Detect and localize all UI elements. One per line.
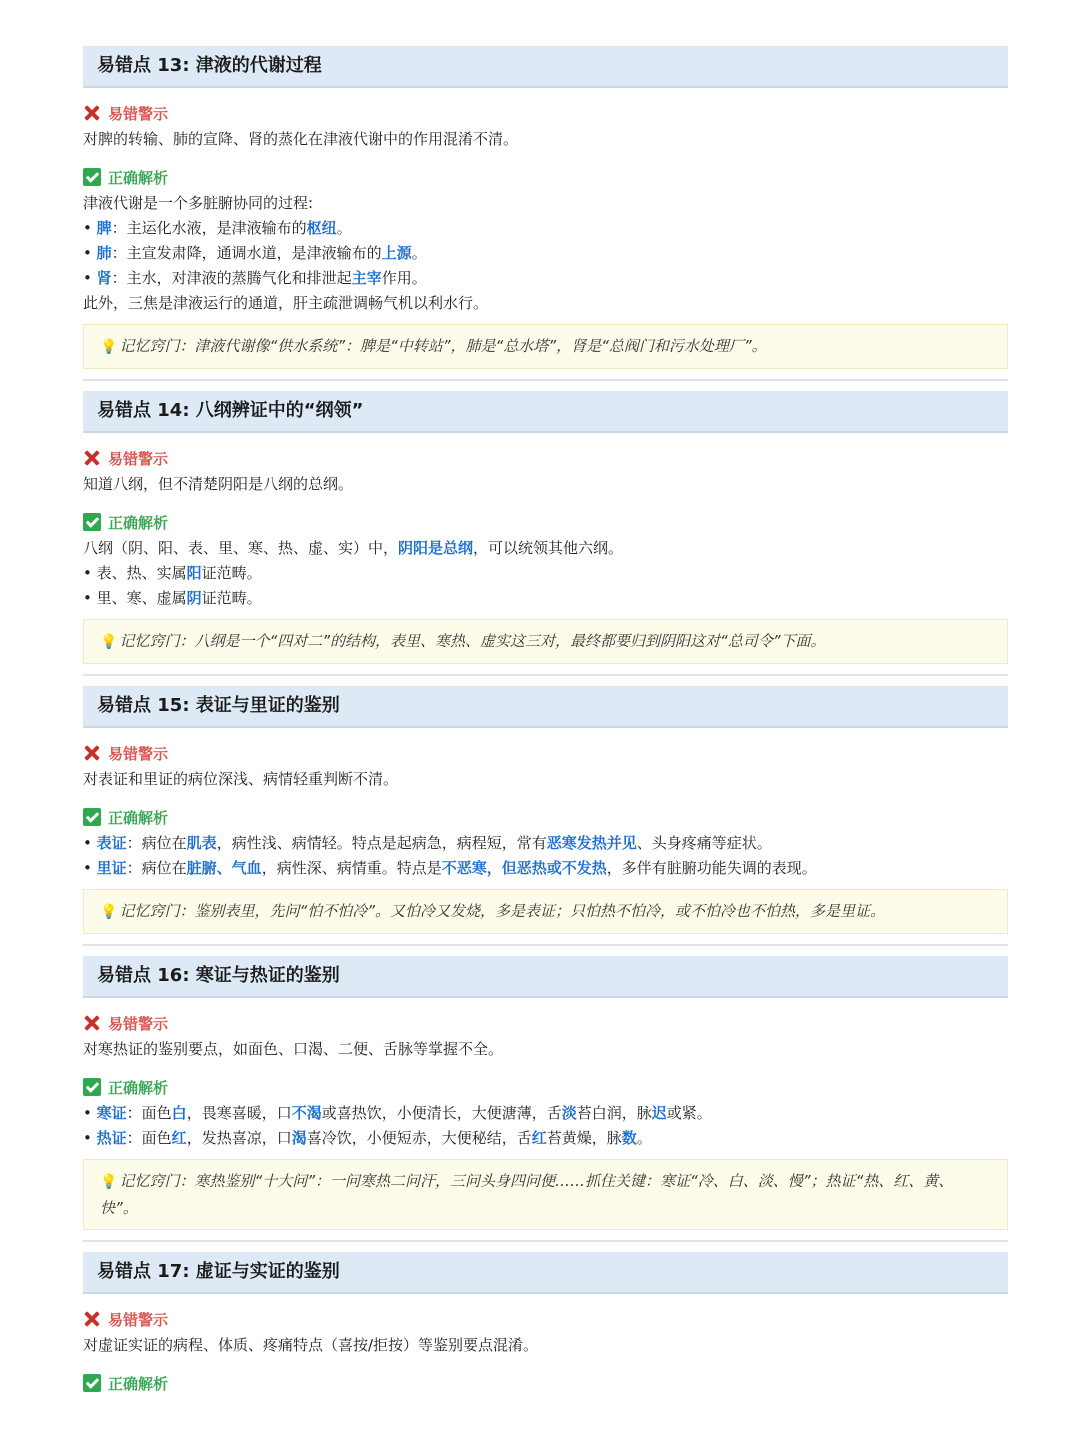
text-run: ，可以统领其他六纲。 — [473, 539, 624, 557]
analysis-bullet — [83, 856, 1008, 881]
highlight-term: 红 — [171, 1129, 187, 1147]
correct-label-text: 正确解析 — [108, 1374, 169, 1393]
text-run: 主运化水液，是津液输布的 — [126, 219, 307, 237]
section-divider — [83, 379, 1008, 381]
lightbulb-icon: 💡 — [100, 1174, 118, 1190]
bullet-separator: ： — [126, 834, 142, 852]
analysis-bullet — [83, 831, 1008, 856]
text-run: 或紧。 — [666, 1104, 712, 1122]
correct-label-text: 正确解析 — [108, 808, 169, 827]
bullet-key: 肾 — [96, 269, 112, 287]
warning-label-text: 易错警示 — [108, 1014, 169, 1033]
text-run: ，病性浅、病情轻。特点是起病急，病程短，常有 — [216, 834, 547, 852]
highlight-term: 肌表 — [186, 834, 217, 852]
section-title: 易错点 16: 寒证与热证的鉴别 — [83, 956, 1008, 998]
analysis-bullet — [83, 1126, 1008, 1151]
highlight-term: 数 — [621, 1129, 637, 1147]
check-icon — [83, 808, 101, 826]
warning-label — [83, 1012, 1008, 1034]
highlight-term: 不渴 — [291, 1104, 322, 1122]
highlight-term: 淡 — [561, 1104, 577, 1122]
text-run: 。 — [411, 244, 427, 262]
cross-icon — [83, 1310, 101, 1328]
lightbulb-icon: 💡 — [100, 634, 118, 650]
bullet-key: 肺 — [96, 244, 112, 262]
check-icon — [83, 1078, 101, 1096]
text-run: 或喜热饮，小便清长，大便溏薄，舌 — [321, 1104, 562, 1122]
text-run: 主水，对津液的蒸腾气化和排泄起 — [126, 269, 352, 287]
warning-label — [83, 742, 1008, 764]
highlight-term: 迟 — [651, 1104, 667, 1122]
correct-label — [83, 806, 1008, 828]
memory-tip-text: 记忆窍门：八纲是一个“四对二”的结构，表里、寒热、虚实这三对，最终都要归到阴阳这对“总司令”下面。 — [119, 632, 826, 650]
text-run: 主宣发肃降，通调水道，是津液输布的 — [126, 244, 382, 262]
check-icon — [83, 168, 101, 186]
highlight-term: 恶寒发热并见 — [546, 834, 637, 852]
highlight-term: 阴 — [186, 589, 202, 607]
text-run: 表、热、实属 — [96, 564, 187, 582]
lightbulb-icon: 💡 — [100, 339, 118, 355]
highlight-term: 红 — [531, 1129, 547, 1147]
error-point-section — [83, 1252, 1008, 1394]
bullet-key: 表证 — [96, 834, 127, 852]
bullet-separator: ： — [111, 269, 127, 287]
section-divider — [83, 674, 1008, 676]
text-run: ，多伴有脏腑功能失调的表现。 — [606, 859, 817, 877]
correct-label — [83, 1076, 1008, 1098]
highlight-term: 阳 — [186, 564, 202, 582]
warning-text: 对表证和里证的病位深浅、病情轻重判断不清。 — [83, 770, 399, 788]
text-run: 苔黄燥，脉 — [546, 1129, 622, 1147]
warning-label — [83, 102, 1008, 124]
section-title: 易错点 15: 表证与里证的鉴别 — [83, 686, 1008, 728]
text-run: ，病性深、病情重。特点是 — [261, 859, 442, 877]
bullet-separator: ： — [126, 1129, 142, 1147]
analysis-bullet — [83, 216, 1008, 241]
analysis-bullet — [83, 586, 1008, 611]
highlight-term: 渴 — [291, 1129, 307, 1147]
bullet-key: 里证 — [96, 859, 127, 877]
check-icon — [83, 513, 101, 531]
analysis-intro — [83, 536, 1008, 561]
warning-label-text: 易错警示 — [108, 104, 169, 123]
correct-label-text: 正确解析 — [108, 513, 169, 532]
section-title: 易错点 14: 八纲辨证中的“纲领” — [83, 391, 1008, 433]
highlight-term: 不恶寒，但恶热或不发热 — [441, 859, 607, 877]
correct-label — [83, 1372, 1008, 1394]
warning-label-text: 易错警示 — [108, 449, 169, 468]
cross-icon — [83, 1014, 101, 1032]
text-run: 证范畴。 — [201, 589, 262, 607]
text-run: 病位在 — [141, 834, 187, 852]
text-run: 。 — [336, 219, 352, 237]
section-title: 易错点 13: 津液的代谢过程 — [83, 46, 1008, 88]
analysis-bullet — [83, 561, 1008, 586]
memory-tip-text: 记忆窍门：寒热鉴别“十大问”：一问寒热二问汗，三问头身四问便……抓住关键：寒证“冷、白、淡、慢”；热证“热、红、黄、快”。 — [100, 1172, 954, 1217]
text-run: 。 — [636, 1129, 652, 1147]
error-point-section — [83, 46, 1008, 381]
text-run: 作用。 — [381, 269, 427, 287]
highlight-term: 主宰 — [351, 269, 382, 287]
warning-label — [83, 447, 1008, 469]
analysis-extra: 此外，三焦是津液运行的通道，肝主疏泄调畅气机以利水行。 — [83, 294, 489, 312]
error-point-section — [83, 956, 1008, 1242]
highlight-term: 白 — [171, 1104, 187, 1122]
warning-label — [83, 1308, 1008, 1330]
correct-label — [83, 511, 1008, 533]
error-point-section — [83, 686, 1008, 946]
warning-label-text: 易错警示 — [108, 744, 169, 763]
text-run: 面色 — [141, 1104, 172, 1122]
lightbulb-icon: 💡 — [100, 904, 118, 920]
text-run: 、头身疼痛等症状。 — [636, 834, 772, 852]
bullet-separator: ： — [111, 244, 127, 262]
warning-label-text: 易错警示 — [108, 1310, 169, 1329]
highlight-term: 枢纽 — [306, 219, 337, 237]
text-run: 八纲（阴、阳、表、里、寒、热、虚、实）中， — [83, 539, 399, 557]
text-run: ，畏寒喜暖，口 — [186, 1104, 292, 1122]
bullet-key: 脾 — [96, 219, 112, 237]
bullet-key: 寒证 — [96, 1104, 127, 1122]
text-run: 喜冷饮，小便短赤，大便秘结，舌 — [306, 1129, 532, 1147]
warning-text: 对寒热证的鉴别要点，如面色、口渴、二便、舌脉等掌握不全。 — [83, 1040, 504, 1058]
text-run: ，发热喜凉，口 — [186, 1129, 292, 1147]
analysis-bullet — [83, 266, 1008, 291]
error-point-section — [83, 391, 1008, 676]
memory-tip — [83, 619, 1008, 664]
section-title: 易错点 17: 虚证与实证的鉴别 — [83, 1252, 1008, 1294]
warning-text: 对脾的转输、肺的宣降、肾的蒸化在津液代谢中的作用混淆不清。 — [83, 130, 519, 148]
bullet-separator: ： — [126, 859, 142, 877]
correct-label-text: 正确解析 — [108, 1078, 169, 1097]
analysis-bullet — [83, 241, 1008, 266]
memory-tip — [83, 1159, 1008, 1230]
check-icon — [83, 1374, 101, 1392]
cross-icon — [83, 744, 101, 762]
text-run: 苔白润，脉 — [576, 1104, 652, 1122]
section-divider — [83, 1240, 1008, 1242]
memory-tip — [83, 889, 1008, 934]
text-run: 病位在 — [141, 859, 187, 877]
bullet-separator: ： — [111, 219, 127, 237]
text-run: 里、寒、虚属 — [96, 589, 187, 607]
memory-tip-text: 记忆窍门：津液代谢像“供水系统”：脾是“中转站”，肺是“总水塔”，肾是“总阀门和污水处理厂”。 — [119, 337, 767, 355]
text-run: 面色 — [141, 1129, 172, 1147]
highlight-term: 上源 — [381, 244, 412, 262]
text-run: 证范畴。 — [201, 564, 262, 582]
warning-text: 对虚证实证的病程、体质、疼痛特点（喜按/拒按）等鉴别要点混淆。 — [83, 1336, 539, 1354]
section-divider — [83, 944, 1008, 946]
analysis-bullet — [83, 1101, 1008, 1126]
highlight-term: 脏腑、气血 — [186, 859, 262, 877]
cross-icon — [83, 449, 101, 467]
correct-label-text: 正确解析 — [108, 168, 169, 187]
highlight-term: 阴阳是总纲 — [398, 539, 474, 557]
memory-tip — [83, 324, 1008, 369]
warning-text: 知道八纲，但不清楚阴阳是八纲的总纲。 — [83, 475, 354, 493]
memory-tip-text: 记忆窍门：鉴别表里，先问“怕不怕冷”。又怕冷又发烧，多是表证；只怕热不怕冷，或不怕冷也不怕热，多是里证。 — [119, 902, 885, 920]
bullet-key: 热证 — [96, 1129, 127, 1147]
document-page — [83, 46, 1008, 1404]
bullet-separator: ： — [126, 1104, 142, 1122]
cross-icon — [83, 104, 101, 122]
analysis-intro: 津液代谢是一个多脏腑协同的过程: — [83, 194, 314, 212]
correct-label — [83, 166, 1008, 188]
